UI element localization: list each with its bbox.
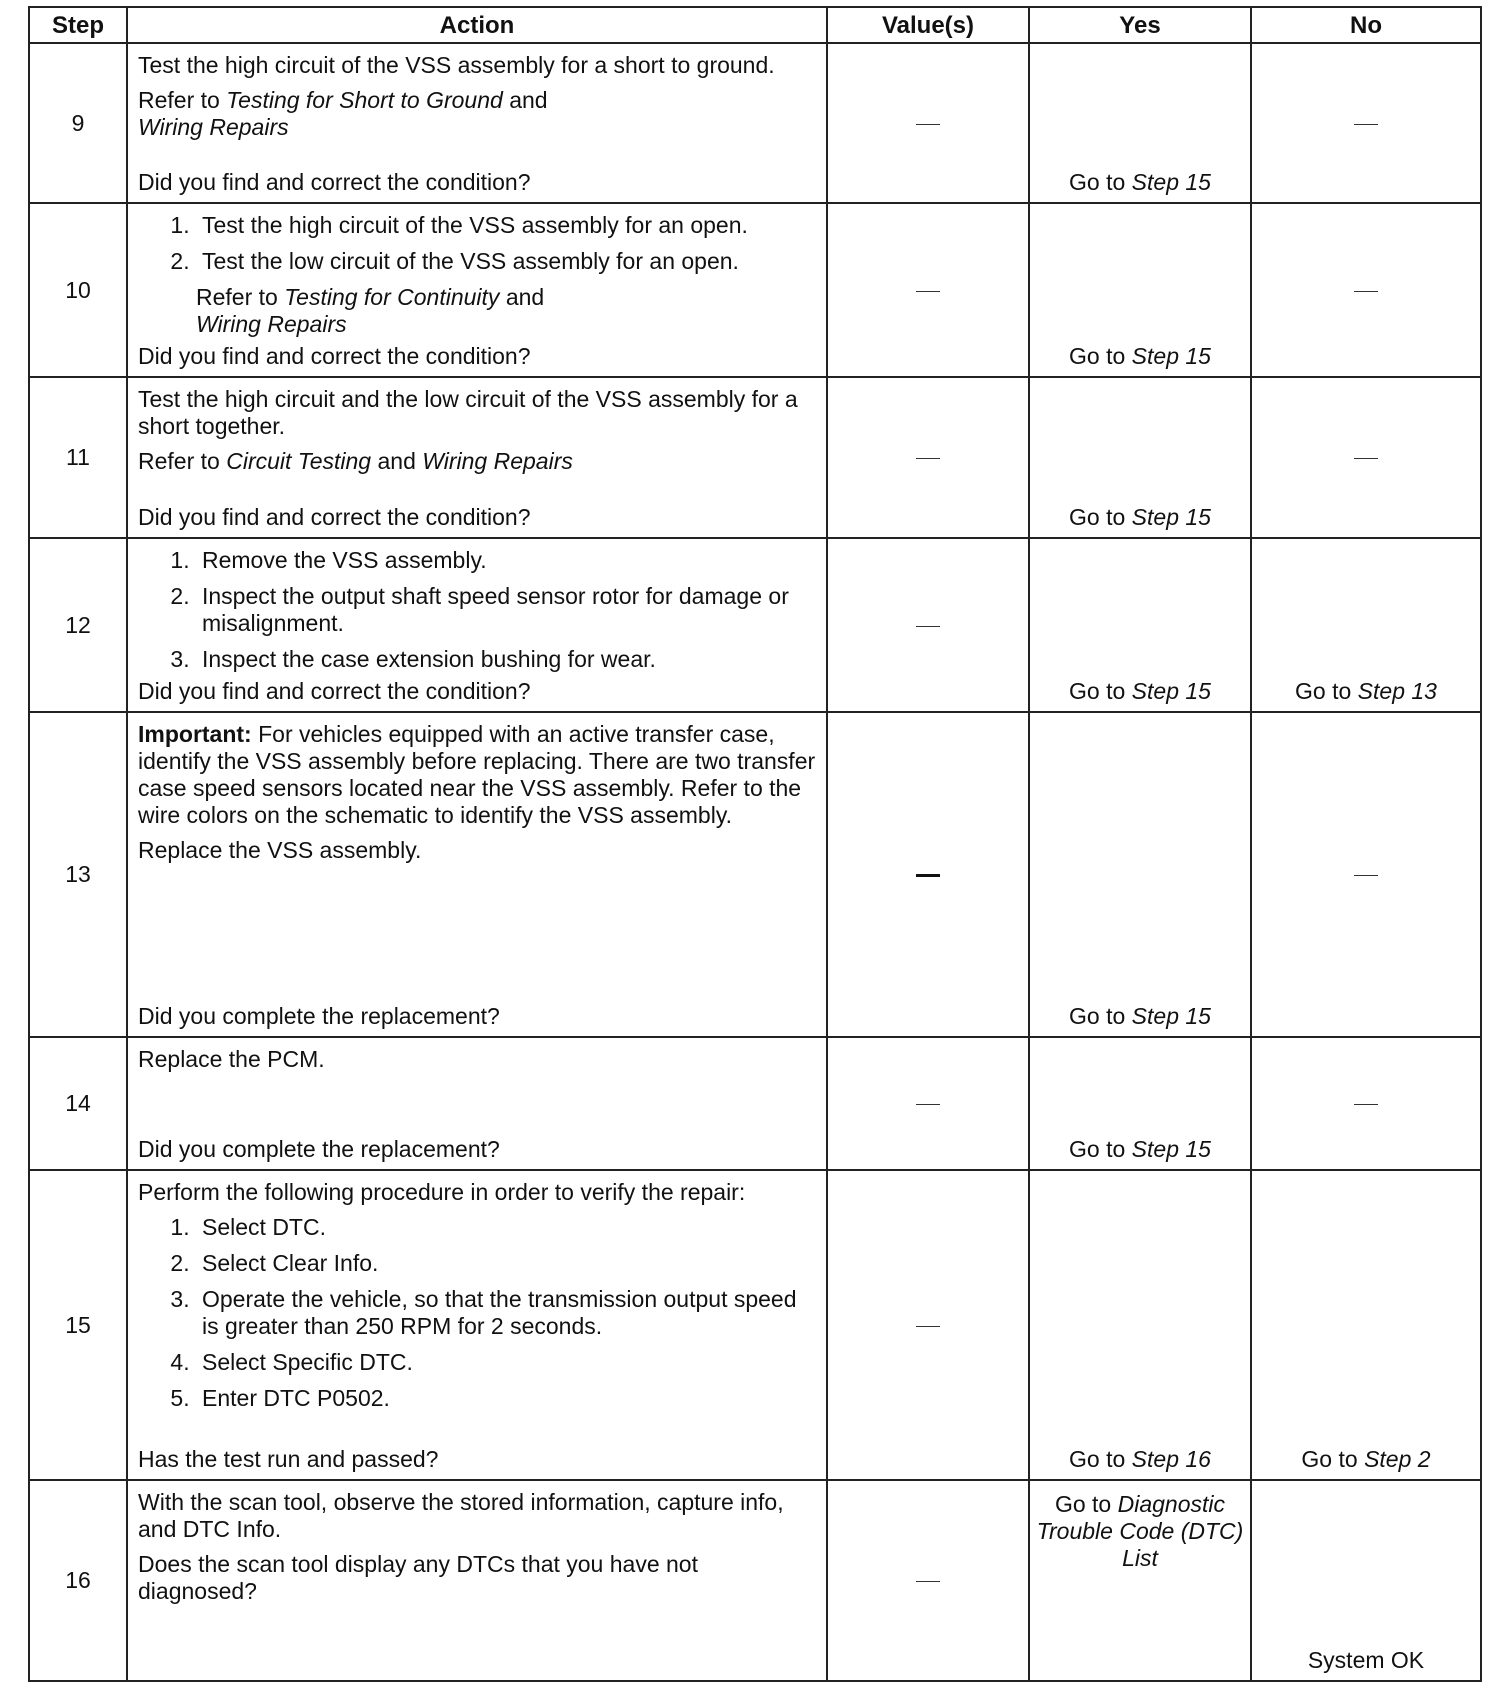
yes-cell xyxy=(1029,377,1251,538)
list-item: 2. Select Clear Info. xyxy=(196,1250,818,1277)
dash-mark xyxy=(916,1104,940,1105)
dash-mark xyxy=(916,626,940,627)
list-item: 5. Enter DTC P0502. xyxy=(196,1385,818,1412)
yes-cell xyxy=(1029,538,1251,712)
dash-mark xyxy=(1354,291,1378,292)
table-row xyxy=(29,43,1481,203)
diagnostic-table xyxy=(28,6,1482,1682)
dash-mark xyxy=(1354,124,1378,125)
dash-mark xyxy=(916,874,940,877)
goto-link[interactable]: Go to Step 15 xyxy=(1069,169,1211,195)
step-number: 10 xyxy=(29,203,127,377)
goto-link[interactable]: Go to Step 15 xyxy=(1069,1003,1211,1029)
dash-mark xyxy=(916,291,940,292)
action-question: Did you find and correct the condition? xyxy=(138,343,531,369)
list-item: 2. Test the low circuit of the VSS assembly for an open. xyxy=(196,248,818,275)
reference-link[interactable]: Wiring Repairs xyxy=(196,311,347,337)
action-cell xyxy=(127,1037,827,1170)
action-question: Has the test run and passed? xyxy=(138,1446,439,1472)
header-action: Action xyxy=(127,7,827,43)
no-cell xyxy=(1251,1037,1481,1170)
goto-link[interactable]: Go to Step 2 xyxy=(1301,1446,1431,1472)
list-item: 2. Inspect the output shaft speed sensor rotor for damage or misalignment. xyxy=(196,583,818,637)
yes-cell xyxy=(1029,712,1251,1037)
dash-mark xyxy=(916,1326,940,1327)
table-row xyxy=(29,1037,1481,1170)
no-cell xyxy=(1251,538,1481,712)
action-text: Replace the PCM. xyxy=(138,1046,325,1072)
step-number: 11 xyxy=(29,377,127,538)
action-question: Did you find and correct the condition? xyxy=(138,169,531,195)
yes-cell xyxy=(1029,1037,1251,1170)
action-cell xyxy=(127,203,827,377)
action-cell xyxy=(127,1170,827,1480)
value-cell xyxy=(827,43,1029,203)
no-cell xyxy=(1251,43,1481,203)
no-cell xyxy=(1251,1480,1481,1681)
important-note: Important: For vehicles equipped with an active transfer case, identify the VSS assembly before replacing. There are two transfer case speed sensors located near the VSS assembly. Refer to the wire colors on the schematic to identify the VSS assembly. xyxy=(138,721,816,828)
action-question: Did you find and correct the condition? xyxy=(138,678,531,704)
reference: Refer to Circuit Testing and Wiring Repairs xyxy=(138,448,573,474)
action-question: Did you complete the replacement? xyxy=(138,1136,500,1162)
yes-cell xyxy=(1029,203,1251,377)
important-label: Important: xyxy=(138,721,252,747)
step-number: 16 xyxy=(29,1480,127,1681)
list-item: 4. Select Specific DTC. xyxy=(196,1349,818,1376)
value-cell xyxy=(827,1037,1029,1170)
action-cell xyxy=(127,377,827,538)
step-number: 13 xyxy=(29,712,127,1037)
goto-link[interactable]: Go to Step 15 xyxy=(1069,678,1211,704)
value-cell xyxy=(827,1480,1029,1681)
value-cell xyxy=(827,712,1029,1037)
list-item: 1. Select DTC. xyxy=(196,1214,818,1241)
reference-link[interactable]: Testing for Short to Ground xyxy=(226,87,503,113)
header-step: Step xyxy=(29,7,127,43)
reference: Refer to Testing for Short to Ground and Wiring Repairs xyxy=(138,87,548,140)
action-cell xyxy=(127,538,827,712)
goto-link[interactable]: Go to Step 15 xyxy=(1069,343,1211,369)
value-cell xyxy=(827,1170,1029,1480)
dash-mark xyxy=(916,1581,940,1582)
yes-cell xyxy=(1029,1480,1251,1681)
goto-link[interactable]: Go to Step 16 xyxy=(1069,1446,1211,1472)
dash-mark xyxy=(916,458,940,459)
yes-cell xyxy=(1029,43,1251,203)
dash-mark xyxy=(1354,458,1378,459)
action-cell xyxy=(127,1480,827,1681)
no-cell xyxy=(1251,712,1481,1037)
reference-link[interactable]: Wiring Repairs xyxy=(138,114,289,140)
list-item: 1. Remove the VSS assembly. xyxy=(196,547,818,574)
action-question: Did you find and correct the condition? xyxy=(138,504,531,530)
table-row xyxy=(29,538,1481,712)
value-cell xyxy=(827,203,1029,377)
reference-link[interactable]: Wiring Repairs xyxy=(422,448,573,474)
no-cell xyxy=(1251,377,1481,538)
table-row xyxy=(29,712,1481,1037)
action-text: Test the high circuit of the VSS assembly for a short to ground. xyxy=(138,52,775,78)
list-item: 3. Inspect the case extension bushing for wear. xyxy=(196,646,818,673)
dash-mark xyxy=(1354,875,1378,876)
list-item: 1. Test the high circuit of the VSS assembly for an open. xyxy=(196,212,818,239)
goto-link[interactable]: Go to Step 15 xyxy=(1069,504,1211,530)
step-number: 14 xyxy=(29,1037,127,1170)
action-text: Test the high circuit and the low circuit of the VSS assembly for a short together. xyxy=(138,386,798,439)
action-cell xyxy=(127,43,827,203)
table-row xyxy=(29,377,1481,538)
reference-link[interactable]: Circuit Testing xyxy=(226,448,372,474)
reference-link[interactable]: Testing for Continuity xyxy=(284,284,500,310)
table-row xyxy=(29,1480,1481,1681)
step-number: 12 xyxy=(29,538,127,712)
no-cell xyxy=(1251,1170,1481,1480)
step-number: 15 xyxy=(29,1170,127,1480)
dash-mark xyxy=(916,124,940,125)
action-text: Perform the following procedure in order to verify the repair: xyxy=(138,1179,746,1205)
header-no: No xyxy=(1251,7,1481,43)
header-row xyxy=(29,7,1481,43)
yes-cell xyxy=(1029,1170,1251,1480)
no-cell xyxy=(1251,203,1481,377)
header-values: Value(s) xyxy=(827,7,1029,43)
step-number: 9 xyxy=(29,43,127,203)
goto-link[interactable]: Go to Diagnostic Trouble Code (DTC) List xyxy=(1036,1491,1244,1571)
dash-mark xyxy=(1354,1104,1378,1105)
reference: Refer to Testing for Continuity and Wiring Repairs xyxy=(196,284,545,337)
list-item: 3. Operate the vehicle, so that the transmission output speed is greater than 250 RPM for 2 seconds. xyxy=(196,1286,818,1340)
action-text: Replace the VSS assembly. xyxy=(138,837,422,863)
table-row xyxy=(29,203,1481,377)
action-question: Does the scan tool display any DTCs that you have not diagnosed? xyxy=(138,1551,698,1604)
goto-link[interactable]: Go to Step 15 xyxy=(1069,1136,1211,1162)
action-question: Did you complete the replacement? xyxy=(138,1003,500,1029)
system-ok-text[interactable]: System OK xyxy=(1307,1647,1425,1673)
header-yes: Yes xyxy=(1029,7,1251,43)
table-row xyxy=(29,1170,1481,1480)
action-text: With the scan tool, observe the stored information, capture info, and DTC Info. xyxy=(138,1489,784,1542)
action-cell xyxy=(127,712,827,1037)
value-cell xyxy=(827,377,1029,538)
value-cell xyxy=(827,538,1029,712)
goto-link[interactable]: Go to Step 13 xyxy=(1295,678,1437,704)
